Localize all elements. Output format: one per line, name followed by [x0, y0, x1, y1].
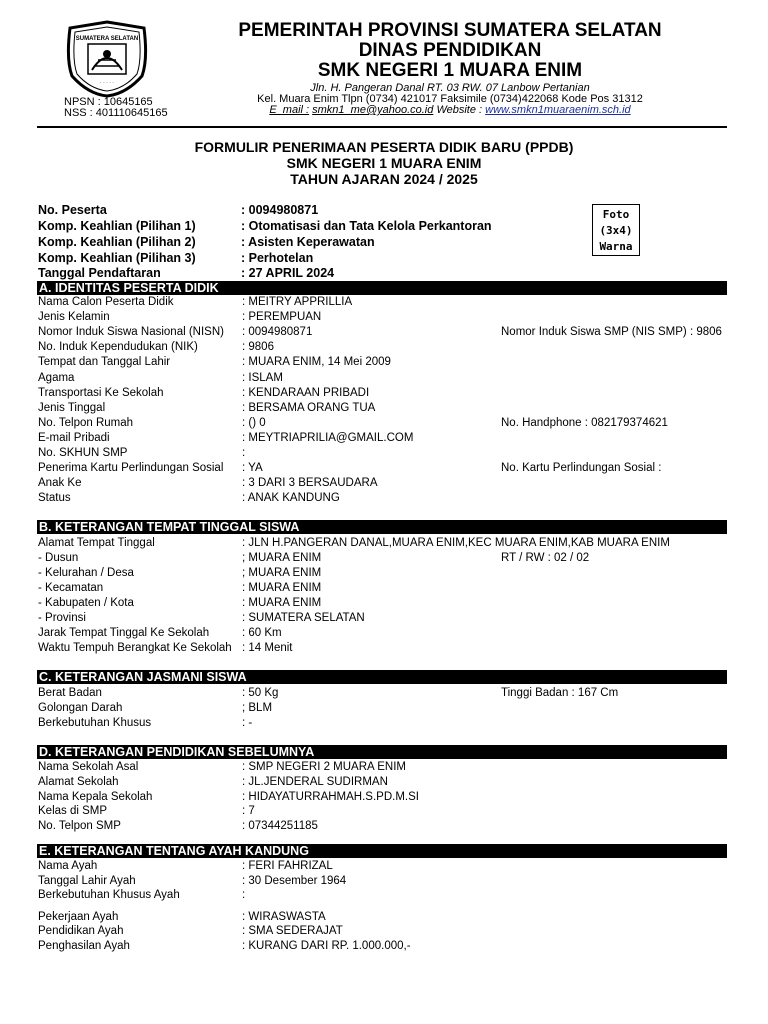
section-e-header-bar: E. KETERANGAN TENTANG AYAH KANDUNG [37, 844, 727, 858]
field-value: : 60 Km [242, 627, 282, 639]
field-label: Berat Badan [38, 687, 102, 699]
field-label: Jenis Kelamin [38, 311, 110, 324]
field-value: ; BLM [242, 702, 273, 714]
field-value: : JLN H.PANGERAN DANAL,MUARA ENIM,KEC MUARA ENIM,KAB MUARA ENIM [242, 537, 670, 549]
field-label: Agama [38, 371, 75, 384]
field-value: : FERI FAHRIZAL [242, 860, 333, 872]
top-info-label: Tanggal Pendaftaran [38, 266, 161, 280]
field-label: Anak Ke [38, 477, 82, 490]
letterhead-title-department: DINAS PENDIDIKAN [358, 40, 542, 61]
form-title: FORMULIR PENERIMAAN PESERTA DIDIK BARU (PPDB) [194, 139, 574, 155]
field-value: : MEYTRIAPRILIA@GMAIL.COM [242, 431, 414, 444]
field-label: - Kecamatan [38, 582, 104, 594]
field-extra: Tinggi Badan : 167 Cm [501, 687, 619, 699]
field-value: : PEREMPUAN [242, 311, 322, 324]
npsn-number: NPSN : 10645165 [64, 96, 153, 108]
field-value: : 7 [242, 805, 255, 818]
field-value: : MUARA ENIM [242, 597, 322, 609]
field-label: Nama Calon Peserta Didik [38, 296, 174, 308]
photo-placeholder-box [592, 204, 640, 256]
form-subtitle-school: SMK NEGERI 1 MUARA ENIM [286, 155, 482, 171]
field-value: : MUARA ENIM [242, 582, 322, 594]
field-value: : 30 Desember 1964 [242, 874, 347, 887]
photo-label-foto: Foto [602, 208, 630, 221]
photo-label-color: Warna [599, 240, 633, 253]
top-info-value: : 0094980871 [241, 203, 319, 217]
field-value: : SUMATERA SELATAN [242, 612, 365, 624]
letterhead-address-contact: Kel. Muara Enim Tlpn (0734) 421017 Faksimile (0734)422068 Kode Pos 31312 [257, 93, 643, 105]
field-label: Penerima Kartu Perlindungan Sosial [38, 462, 224, 475]
field-label: - Kabupaten / Kota [38, 597, 134, 609]
field-label: Nama Sekolah Asal [38, 761, 139, 773]
top-info-label: No. Peserta [38, 203, 107, 217]
field-label: Kelas di SMP [38, 805, 108, 818]
field-label: - Kelurahan / Desa [38, 567, 134, 579]
field-label: Nomor Induk Siswa Nasional (NISN) [38, 326, 224, 339]
field-extra: No. Kartu Perlindungan Sosial : [501, 462, 662, 475]
top-info-label: Komp. Keahlian (Pilihan 1) [38, 219, 196, 233]
field-label: Pekerjaan Ayah [38, 910, 119, 923]
field-value: : MEITRY APPRILLIA [242, 296, 353, 308]
field-value: : ISLAM [242, 371, 283, 384]
photo-label-size: (3x4) [599, 224, 633, 237]
field-value: : MUARA ENIM, 14 Mei 2009 [242, 356, 391, 369]
field-value: : [242, 447, 246, 459]
form-subtitle-year: TAHUN AJARAN 2024 / 2025 [290, 171, 478, 187]
field-value: : [242, 889, 246, 902]
field-label: No. SKHUN SMP [38, 447, 128, 459]
field-value: : ANAK KANDUNG [242, 492, 340, 505]
email-label: E_mail : [269, 104, 310, 116]
top-info-value: : Otomatisasi dan Tata Kelola Perkantoran [241, 219, 492, 233]
field-extra: RT / RW : 02 / 02 [501, 552, 590, 564]
field-extra: Nomor Induk Siswa SMP (NIS SMP) : 9806 [501, 326, 722, 339]
field-extra: No. Handphone : 082179374621 [501, 416, 668, 429]
field-value: : JL.JENDERAL SUDIRMAN [242, 775, 388, 788]
field-label: E-mail Pribadi [38, 431, 110, 444]
field-value: : SMA SEDERAJAT [242, 925, 343, 938]
field-value: : 0094980871 [242, 326, 313, 339]
field-label: No. Induk Kependudukan (NIK) [38, 341, 198, 354]
top-info-value: : 27 APRIL 2024 [241, 266, 335, 280]
field-label: Nama Ayah [38, 860, 98, 872]
field-value: : BERSAMA ORANG TUA [242, 401, 376, 414]
field-label: Transportasi Ke Sekolah [38, 386, 164, 399]
field-label: Jarak Tempat Tinggal Ke Sekolah [38, 627, 210, 639]
field-label: Jenis Tinggal [38, 401, 106, 414]
field-label: Tanggal Lahir Ayah [38, 874, 136, 887]
website-link[interactable]: www.smkn1muaraenim.sch.id [485, 104, 631, 116]
website-label: Website : [436, 104, 483, 116]
field-value: : 50 Kg [242, 687, 279, 699]
top-info-label: Komp. Keahlian (Pilihan 3) [38, 251, 196, 265]
field-label: Berkebutuhan Khusus [38, 717, 152, 729]
top-info-label: Komp. Keahlian (Pilihan 2) [38, 235, 196, 249]
field-value: : HIDAYATURRAHMAH.S.PD.M.SI [242, 790, 419, 803]
field-label: Berkebutuhan Khusus Ayah [38, 889, 180, 902]
field-label: Tempat dan Tanggal Lahir [38, 356, 171, 369]
top-info-value: : Perhotelan [241, 251, 314, 265]
field-value: : 3 DARI 3 BERSAUDARA [242, 477, 378, 490]
top-info-value: : Asisten Keperawatan [241, 235, 375, 249]
field-label: Pendidikan Ayah [38, 925, 124, 938]
field-label: Penghasilan Ayah [38, 940, 130, 952]
letterhead-email-website [150, 104, 750, 116]
field-label: Alamat Tempat Tinggal [38, 537, 155, 549]
letterhead-title-province: PEMERINTAH PROVINSI SUMATERA SELATAN [238, 20, 662, 41]
field-label: No. Telpon Rumah [38, 416, 134, 429]
field-value: : - [242, 717, 253, 729]
field-value: : SMP NEGERI 2 MUARA ENIM [242, 761, 407, 773]
field-label: - Dusun [38, 552, 79, 564]
field-value: : 9806 [242, 341, 274, 354]
letterhead-title-school: SMK NEGERI 1 MUARA ENIM [317, 60, 583, 81]
section-a-header-bar: A. IDENTITAS PESERTA DIDIK [37, 281, 727, 295]
field-label: Alamat Sekolah [38, 775, 119, 788]
letterhead-address-street: Jln. H. Pangeran Danal RT. 03 RW. 07 Lanbow Pertanian [310, 82, 590, 94]
field-label: Status [38, 492, 71, 505]
section-b-header-bar: B. KETERANGAN TEMPAT TINGGAL SISWA [37, 520, 727, 534]
field-value: : 07344251185 [242, 820, 318, 833]
svg-text:· · · · ·: · · · · · [100, 80, 114, 86]
letterhead-divider [37, 126, 727, 128]
field-value: : KENDARAAN PRIBADI [242, 386, 370, 399]
field-label: Golongan Darah [38, 702, 123, 714]
field-value: : YA [242, 462, 263, 475]
section-c-header-bar: C. KETERANGAN JASMANI SISWA [37, 670, 727, 684]
section-d-header-bar: D. KETERANGAN PENDIDIKAN SEBELUMNYA [37, 745, 727, 759]
field-value: : WIRASWASTA [242, 910, 326, 923]
field-value: ; MUARA ENIM [242, 552, 322, 564]
email-link[interactable]: smkn1_me@yahoo.co.id [312, 104, 434, 116]
field-value: ; MUARA ENIM [242, 567, 322, 579]
field-label: No. Telpon SMP [38, 820, 121, 833]
nss-number: NSS : 401110645165 [64, 107, 168, 119]
field-label: Waktu Tempuh Berangkat Ke Sekolah [38, 642, 232, 654]
field-value: : 14 Menit [242, 642, 293, 654]
school-emblem-logo [64, 20, 150, 98]
field-value: : () 0 [242, 416, 266, 429]
field-value: : KURANG DARI RP. 1.000.000,- [242, 940, 411, 952]
logo-text: SUMATERA SELATAN [75, 36, 139, 42]
field-label: - Provinsi [38, 612, 86, 624]
field-label: Nama Kepala Sekolah [38, 790, 153, 803]
